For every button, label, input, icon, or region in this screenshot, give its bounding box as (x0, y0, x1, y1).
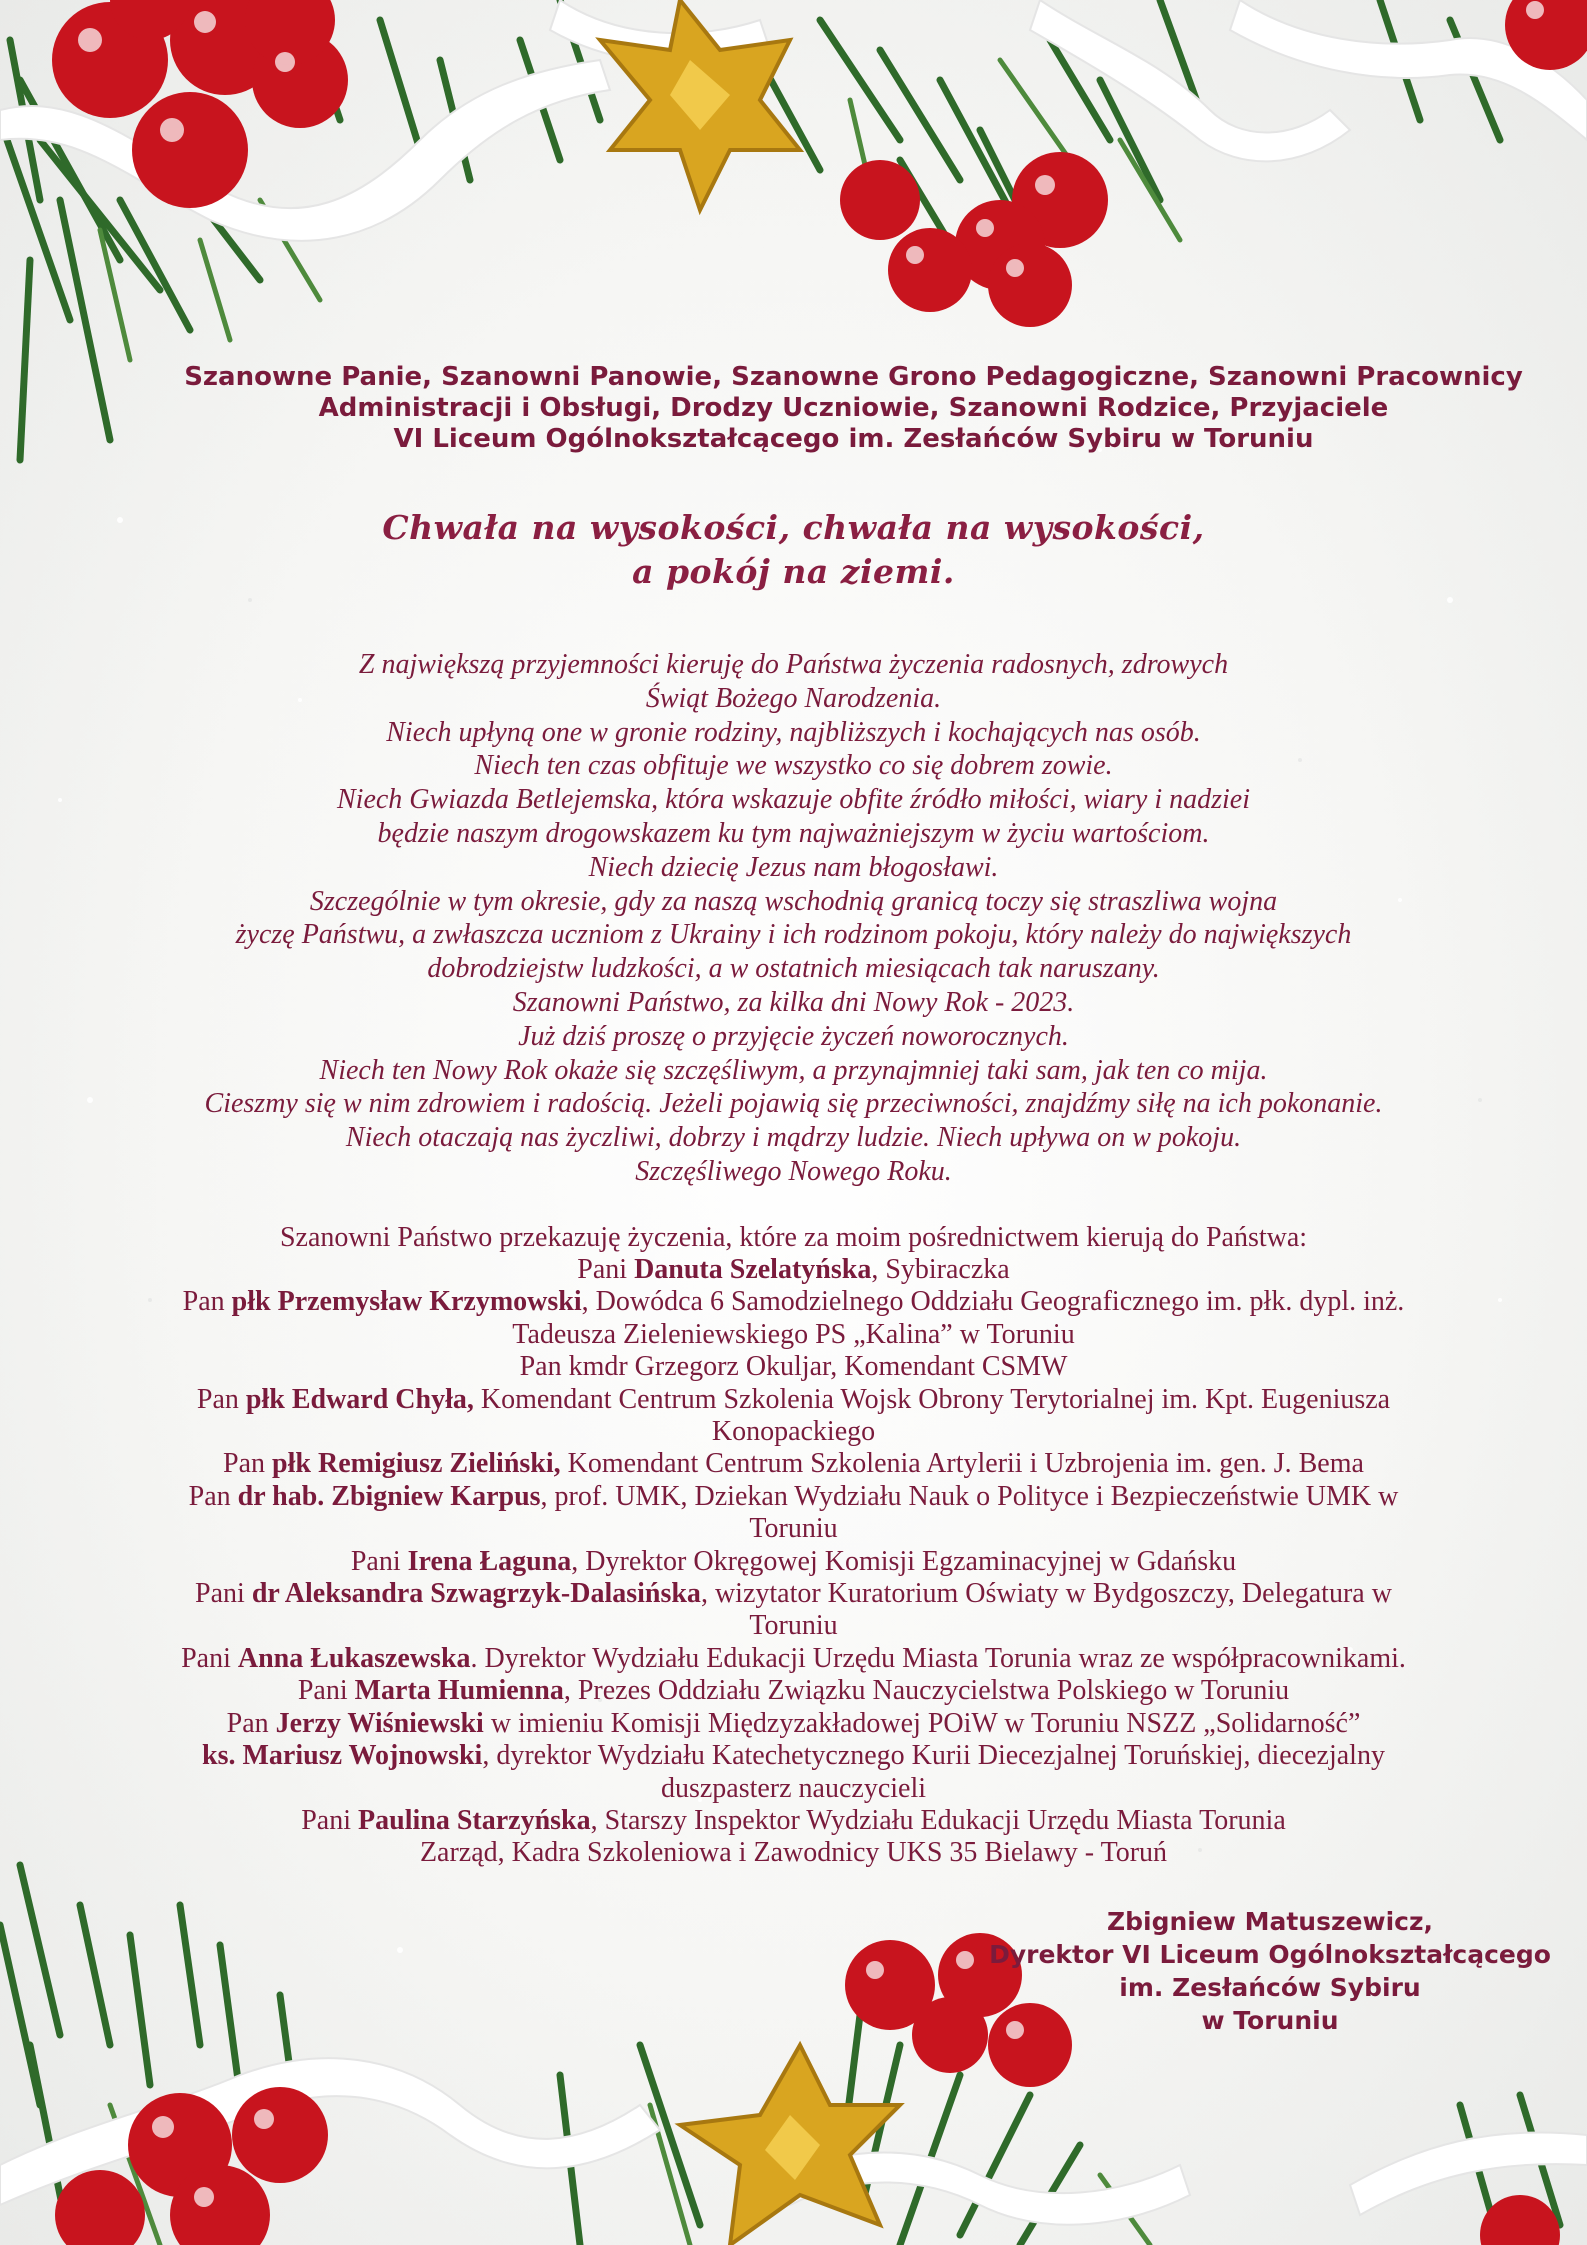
recipient-line (0, 1805, 1587, 1837)
recipient-role: duszpasterz nauczycieli (660, 1772, 927, 1804)
recipient-role: . Dyrektor Wydziału Edukacji Urzędu Miasta Torunia wraz ze współpracownikami. (470, 1642, 1406, 1674)
christmas-wishes (0, 648, 1587, 1189)
recipient-line (0, 1448, 1587, 1480)
recipient-line (0, 1740, 1587, 1772)
wish-line: Niech otaczają nas życzliwi, dobrzy i mądrzy ludzie. Niech upływa on w pokoju. (345, 1122, 1242, 1154)
greeting-line: VI Liceum Ogólnokształcącego im. Zesłańców Sybiru w Toruniu (393, 424, 1314, 454)
recipient-role: , Sybiraczka (871, 1254, 1010, 1285)
wish-line: Już dziś proszę o przyjęcie życzeń noworocznych. (518, 1020, 1069, 1052)
wish-line: Świąt Bożego Narodzenia. (645, 682, 942, 714)
greeting-header (80, 362, 1587, 455)
recipient-role: Toruniu (749, 1610, 838, 1642)
christmas-motto (0, 506, 1587, 594)
recipient-prefix: Pani (181, 1642, 238, 1674)
recipient-name: płk Przemysław Krzymowski (231, 1286, 582, 1318)
recipient-line (0, 1610, 1587, 1642)
recipients-intro (0, 1222, 1587, 1254)
recipient-role: , prof. UMK, Dziekan Wydziału Nauk o Polityce i Bezpieczeństwie UMK w (540, 1480, 1399, 1512)
recipient-line (0, 1384, 1587, 1416)
recipient-name: Anna Łukaszewska (237, 1642, 471, 1674)
wish-line: będzie naszym drogowskazem ku tym najważniejszym w życiu wartościom. (377, 817, 1210, 849)
motto-line: a pokój na ziemi. (632, 552, 955, 591)
recipient-line (0, 1286, 1587, 1318)
recipient-name: Paulina Starzyńska (358, 1804, 591, 1836)
signature-title: w Toruniu (1201, 2006, 1339, 2035)
wish-line: życzę Państwu, a zwłaszcza uczniom z Ukrainy i ich rodzinom pokoju, który należy do największych (235, 919, 1352, 951)
recipient-line (0, 1675, 1587, 1707)
recipient-role: , wizytator Kuratorium Oświaty w Bydgoszczy, Delegatura w (700, 1578, 1392, 1610)
signature-block (960, 1905, 1580, 2037)
recipient-prefix: Pani (301, 1804, 359, 1836)
greeting-line: Szanowne Panie, Szanowni Panowie, Szanowne Grono Pedagogiczne, Szanowni Pracownicy (184, 362, 1523, 392)
recipient-role: Komendant Centrum Szkolenia Wojsk Obrony Terytorialnej im. Kpt. Eugeniusza (473, 1383, 1391, 1415)
wish-line: Cieszmy się w nim zdrowiem i radością. Jeżeli pojawią się przeciwności, znajdźmy siłę na ich pokonanie. (204, 1088, 1383, 1120)
recipient-line (0, 1416, 1587, 1448)
recipient-prefix: Pan (226, 1707, 276, 1739)
recipient-name: płk Remigiusz Zieliński, (272, 1448, 561, 1480)
wish-line: Szczególnie w tym okresie, gdy za naszą wschodnią granicą toczy się straszliwa wojna (309, 885, 1278, 917)
recipient-role: w imieniu Komisji Międzyzakładowej POiW w Toruniu NSZZ „Solidarność” (483, 1707, 1361, 1739)
greeting-line: Administracji i Obsługi, Drodzy Uczniowie, Szanowni Rodzice, Przyjaciele (318, 393, 1389, 423)
recipient-role: Tadeusza Zieleniewskiego PS „Kalina” w Toruniu (512, 1318, 1075, 1350)
wish-line: Niech ten czas obfituje we wszystko co się dobrem zowie. (474, 750, 1113, 782)
recipient-line (0, 1254, 1587, 1286)
recipient-prefix: Pan (182, 1286, 232, 1318)
recipient-role: , Dowódca 6 Samodzielnego Oddziału Geograficznego im. płk. dypl. inż. (581, 1286, 1405, 1318)
recipient-name: ks. Mariusz Wojnowski (202, 1740, 483, 1772)
wish-line: Szanowni Państwo, za kilka dni Nowy Rok - 2023. (512, 986, 1075, 1018)
recipient-name: Marta Humienna (354, 1675, 564, 1707)
recipient-name: dr hab. Zbigniew Karpus (237, 1480, 541, 1512)
recipient-line (0, 1578, 1587, 1610)
recipient-role: Komendant Centrum Szkolenia Artylerii i Uzbrojenia im. gen. J. Bema (560, 1448, 1364, 1480)
recipient-prefix: Pan (223, 1448, 273, 1480)
signature-name: Zbigniew Matuszewicz, (1106, 1907, 1434, 1936)
recipient-prefix: Pani (297, 1675, 355, 1707)
recipient-line (0, 1837, 1587, 1869)
recipient-name: Jerzy Wiśniewski (275, 1707, 484, 1739)
recipient-line (0, 1513, 1587, 1545)
wish-line: Z największą przyjemności kieruję do Państwa życzenia radosnych, zdrowych (358, 649, 1229, 680)
recipient-line (0, 1351, 1587, 1383)
recipient-name: Danuta Szelatyńska (634, 1254, 872, 1285)
recipient-prefix: Pani (350, 1545, 408, 1577)
recipient-prefix: Pan (196, 1383, 246, 1415)
recipient-line (0, 1708, 1587, 1740)
recipient-prefix: Pani (195, 1578, 252, 1610)
recipient-line (0, 1481, 1587, 1513)
recipient-line (0, 1546, 1587, 1578)
intro-text: Szanowni Państwo przekazuję życzenia, które za moim pośrednictwem kierują do Państwa: (279, 1222, 1308, 1253)
wish-line: dobrodziejstw ludzkości, a w ostatnich miesiącach tak naruszany. (427, 953, 1160, 985)
recipient-role: Konopackiego (711, 1416, 876, 1448)
recipient-prefix: Pani (577, 1254, 635, 1285)
recipient-name: płk Edward Chyła, (245, 1383, 474, 1415)
signature-title: Dyrektor VI Liceum Ogólnokształcącego (989, 1940, 1551, 1969)
wish-line: Niech Gwiazda Betlejemska, która wskazuje obfite źródło miłości, wiary i nadziei (336, 784, 1251, 816)
recipient-role: , Starszy Inspektor Wydziału Edukacji Urzędu Miasta Torunia (590, 1804, 1286, 1836)
recipient-prefix: Pan (188, 1480, 238, 1512)
recipient-role: , dyrektor Wydziału Katechetycznego Kurii Diecezjalnej Toruńskiej, diecezjalny (482, 1740, 1385, 1772)
recipient-name: Irena Łaguna (407, 1545, 572, 1577)
wish-line: Niech dziecię Jezus nam błogosławi. (588, 851, 999, 883)
recipient-prefix: Pan kmdr Grzegorz Okuljar, Komendant CSMW (519, 1351, 1068, 1383)
recipients-list (0, 1254, 1587, 1870)
recipient-role: , Dyrektor Okręgowej Komisji Egzaminacyjnej w Gdańsku (571, 1545, 1237, 1577)
wish-line: Niech ten Nowy Rok okaże się szczęśliwym, a przynajmniej taki sam, jak ten co mija. (319, 1054, 1268, 1086)
recipient-name: dr Aleksandra Szwagrzyk-Dalasińska (251, 1578, 701, 1610)
recipient-role: , Prezes Oddziału Związku Nauczycielstwa Polskiego w Toruniu (563, 1675, 1290, 1707)
recipient-prefix: Zarząd, Kadra Szkoleniowa i Zawodnicy UKS 35 Bielawy - Toruń (419, 1837, 1168, 1869)
recipient-role: Toruniu (749, 1513, 838, 1545)
wish-line: Niech upłyną one w gronie rodziny, najbliższych i kochających nas osób. (386, 716, 1201, 748)
wish-line: Szczęśliwego Nowego Roku. (635, 1155, 952, 1187)
recipient-line (0, 1643, 1587, 1675)
signature-title: im. Zesłańców Sybiru (1119, 1973, 1421, 2002)
recipient-line (0, 1773, 1587, 1805)
recipient-line (0, 1319, 1587, 1351)
motto-line: Chwała na wysokości, chwała na wysokości, (382, 508, 1205, 547)
